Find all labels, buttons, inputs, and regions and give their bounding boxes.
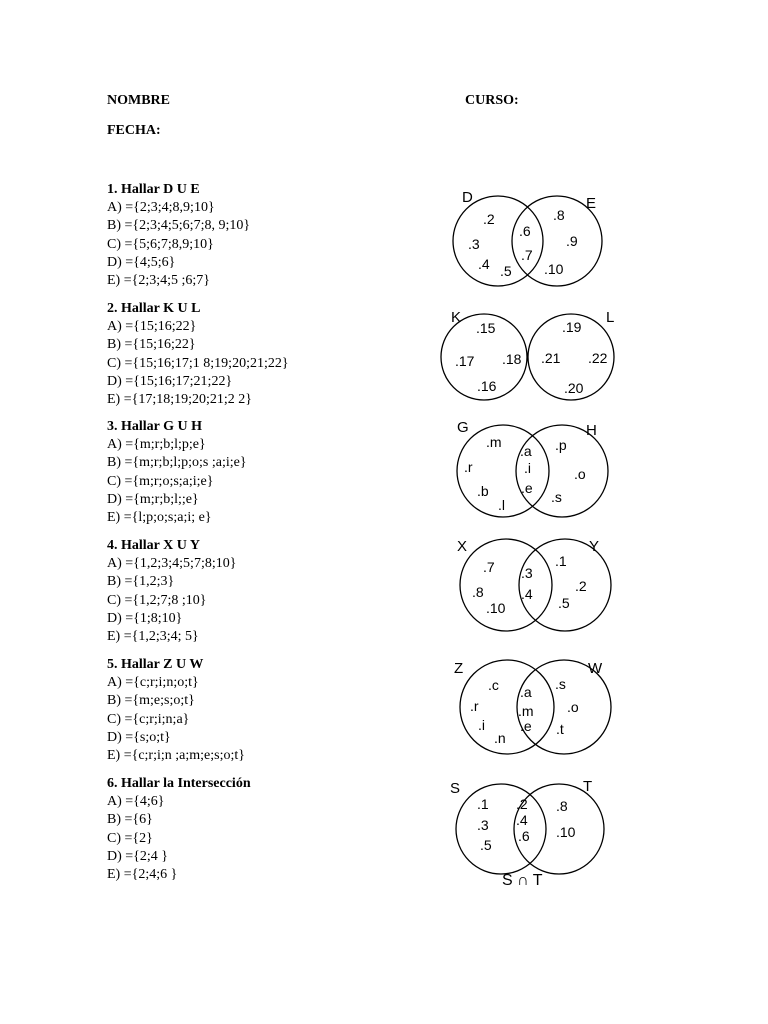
option-b: B) ={6} <box>107 812 153 828</box>
option-d: D) ={1;8;10} <box>107 610 183 626</box>
question-title: 1. Hallar D U E <box>107 182 200 197</box>
option-d: D) ={m;r;b;l;;e} <box>107 491 199 507</box>
set-label-right: L <box>606 309 615 326</box>
venn-diagram-2 <box>440 302 630 412</box>
set-label-left: X <box>457 538 468 555</box>
venn-diagram-4 <box>450 535 615 635</box>
set-element: .6 <box>519 223 531 239</box>
set-label-right: Y <box>589 538 600 555</box>
set-element: .2 <box>575 578 587 594</box>
set-element: .1 <box>477 796 489 812</box>
set-element: .5 <box>500 263 512 279</box>
set-element: .o <box>567 699 579 715</box>
option-e: E) ={17;18;19;20;21;2 2} <box>107 392 252 408</box>
set-element: .7 <box>521 247 533 263</box>
set-element: .6 <box>518 828 530 844</box>
option-d: D) ={4;5;6} <box>107 254 176 270</box>
set-element: .3 <box>468 236 480 252</box>
option-e: E) ={c;r;i;n ;a;m;e;s;o;t} <box>107 748 245 764</box>
set-label-left: D <box>462 189 473 206</box>
option-a: A) ={15;16;22} <box>107 319 197 335</box>
set-element: .15 <box>476 320 496 336</box>
set-element: .e <box>521 480 533 496</box>
option-b: B) ={2;3;4;5;6;7;8, 9;10} <box>107 218 251 234</box>
option-c: C) ={m;r;o;s;a;i;e} <box>107 473 214 489</box>
nombre-label: NOMBRE <box>107 93 170 108</box>
venn-diagram-3 <box>445 415 615 525</box>
option-d: D) ={2;4 } <box>107 848 168 864</box>
set-element: .16 <box>477 378 497 394</box>
question-4 <box>107 537 236 646</box>
set-element: .o <box>574 466 586 482</box>
set-element: .l <box>498 497 505 513</box>
set-element: .10 <box>556 824 576 840</box>
question-title: 3. Hallar G U H <box>107 419 203 434</box>
set-label-left: G <box>457 419 469 436</box>
option-c: C) ={1,2;7;8 ;10} <box>107 592 207 608</box>
set-element: .i <box>478 717 485 733</box>
question-5 <box>107 656 245 765</box>
set-label-right: H <box>586 422 597 439</box>
set-circle-left <box>456 784 546 874</box>
set-element: .3 <box>521 565 533 581</box>
set-element: .b <box>477 483 489 499</box>
set-element: .5 <box>480 837 492 853</box>
question-title: 2. Hallar K U L <box>107 301 201 316</box>
option-c: C) ={15;16;17;1 8;19;20;21;22} <box>107 355 289 371</box>
set-element: .t <box>556 721 564 737</box>
option-b: B) ={15;16;22} <box>107 337 196 353</box>
set-element: .9 <box>566 233 578 249</box>
option-e: E) ={l;p;o;s;a;i; e} <box>107 510 212 526</box>
option-d: D) ={15;16;17;21;22} <box>107 373 233 389</box>
question-3 <box>107 418 247 527</box>
set-element: .n <box>494 730 506 746</box>
set-element: .p <box>555 437 567 453</box>
set-element: .a <box>520 443 532 459</box>
set-element: .1 <box>555 553 567 569</box>
option-a: A) ={c;r;i;n;o;t} <box>107 675 199 691</box>
set-element: .19 <box>562 319 582 335</box>
set-element: .m <box>518 703 534 719</box>
set-element: .e <box>520 718 532 734</box>
question-2 <box>107 300 289 409</box>
set-element: .20 <box>564 380 584 396</box>
set-element: .2 <box>516 796 528 812</box>
set-element: .5 <box>558 595 570 611</box>
set-element: .r <box>470 698 479 714</box>
set-label-right: T <box>583 778 593 795</box>
set-element: .i <box>524 460 531 476</box>
venn-diagram-6 <box>445 775 615 890</box>
set-element: .m <box>486 434 502 450</box>
set-label-left: Z <box>454 660 464 677</box>
question-title: 6. Hallar la Intersección <box>107 776 251 791</box>
option-e: E) ={2;3;4;5 ;6;7} <box>107 273 210 289</box>
set-element: .8 <box>556 798 568 814</box>
intersection-caption: S ∩ T <box>502 872 543 889</box>
venn-diagram-5 <box>450 655 615 760</box>
set-label-left: S <box>450 780 461 797</box>
question-1 <box>107 181 250 290</box>
option-b: B) ={1,2;3} <box>107 574 175 590</box>
set-element: .4 <box>521 586 533 602</box>
set-element: .3 <box>477 817 489 833</box>
set-element: .4 <box>478 256 490 272</box>
set-element: .7 <box>483 559 495 575</box>
option-a: A) ={1,2;3;4;5;7;8;10} <box>107 556 237 572</box>
option-a: A) ={m;r;b;l;p;e} <box>107 437 206 453</box>
set-element: .c <box>488 677 499 693</box>
set-element: .8 <box>553 207 565 223</box>
option-c: C) ={c;r;i;n;a} <box>107 711 190 727</box>
set-element: .18 <box>502 351 522 367</box>
set-element: .10 <box>544 261 564 277</box>
set-element: .a <box>520 684 532 700</box>
set-circle-left <box>453 196 543 286</box>
fecha-label: FECHA: <box>107 123 161 138</box>
question-6 <box>107 775 251 884</box>
set-element: .22 <box>588 350 608 366</box>
set-label-right: E <box>586 195 597 212</box>
venn-diagram-1 <box>440 180 620 295</box>
option-a: A) ={4;6} <box>107 794 165 810</box>
set-element: .2 <box>483 211 495 227</box>
option-e: E) ={2;4;6 } <box>107 867 178 883</box>
question-title: 5. Hallar Z U W <box>107 657 204 672</box>
set-element: .17 <box>455 353 475 369</box>
option-d: D) ={s;o;t} <box>107 729 171 745</box>
option-a: A) ={2;3;4;8,9;10} <box>107 200 215 216</box>
set-label-right: W <box>588 660 603 677</box>
question-title: 4. Hallar X U Y <box>107 538 200 553</box>
set-element: .10 <box>486 600 506 616</box>
set-element: .4 <box>516 812 528 828</box>
option-b: B) ={m;r;b;l;p;o;s ;a;i;e} <box>107 455 247 471</box>
option-c: C) ={5;6;7;8,9;10} <box>107 236 214 252</box>
option-e: E) ={1,2;3;4; 5} <box>107 629 199 645</box>
set-element: .r <box>464 459 473 475</box>
set-label-left: K <box>451 309 462 326</box>
set-element: .s <box>551 489 562 505</box>
option-c: C) ={2} <box>107 830 153 846</box>
set-element: .8 <box>472 584 484 600</box>
set-element: .21 <box>541 350 561 366</box>
curso-label: CURSO: <box>465 93 519 108</box>
option-b: B) ={m;e;s;o;t} <box>107 693 195 709</box>
set-element: .s <box>555 676 566 692</box>
